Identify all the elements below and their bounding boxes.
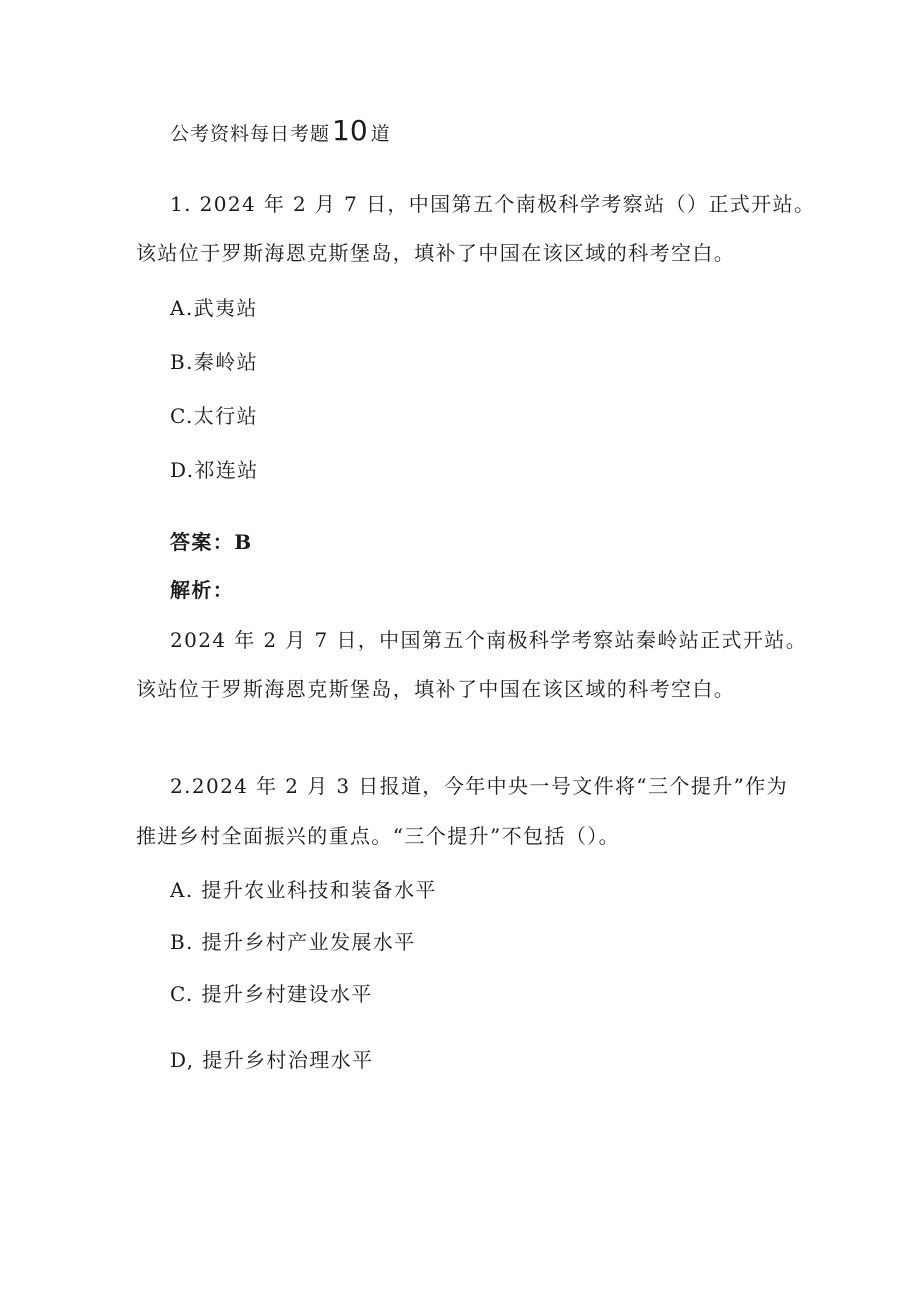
question-2-option-a: A. 提升农业科技和装备水平: [170, 878, 437, 902]
title-suffix: 道: [370, 123, 391, 145]
title-prefix: 公考资料每日考题: [170, 123, 331, 145]
question-1-stem-line-1: 1. 2024 年 2 月 7 日，中国第五个南极科学考察站（）正式开站。: [170, 192, 816, 216]
question-1-option-b: B.秦岭站: [170, 350, 259, 374]
question-1-option-a: A.武夷站: [170, 296, 258, 320]
question-2-stem-line-2: 推进乡村全面振兴的重点。“三个提升”不包括（）。: [136, 824, 621, 848]
question-1-stem-line-2: 该站位于罗斯海恩克斯堡岛，填补了中国在该区域的科考空白。: [136, 241, 736, 265]
question-2-stem-line-1: 2.2024 年 2 月 3 日报道，今年中央一号文件将“三个提升”作为: [170, 774, 789, 798]
question-2-option-b: B. 提升乡村产业发展水平: [170, 930, 416, 954]
question-1-answer: 答案：B: [170, 530, 253, 554]
question-2-option-c: C. 提升乡村建设水平: [170, 982, 373, 1006]
document-title: [170, 114, 391, 151]
question-1-option-d: D.祁连站: [170, 458, 259, 482]
question-1-analysis-line-1: 2024 年 2 月 7 日，中国第五个南极科学考察站秦岭站正式开站。: [170, 628, 808, 652]
title-number: 10: [332, 114, 368, 147]
question-1-analysis-line-2: 该站位于罗斯海恩克斯堡岛，填补了中国在该区域的科考空白。: [136, 677, 736, 701]
question-1-option-c: C.太行站: [170, 404, 258, 428]
question-1-analysis-label: 解析：: [170, 578, 235, 602]
question-2-option-d: D, 提升乡村治理水平: [170, 1048, 374, 1072]
